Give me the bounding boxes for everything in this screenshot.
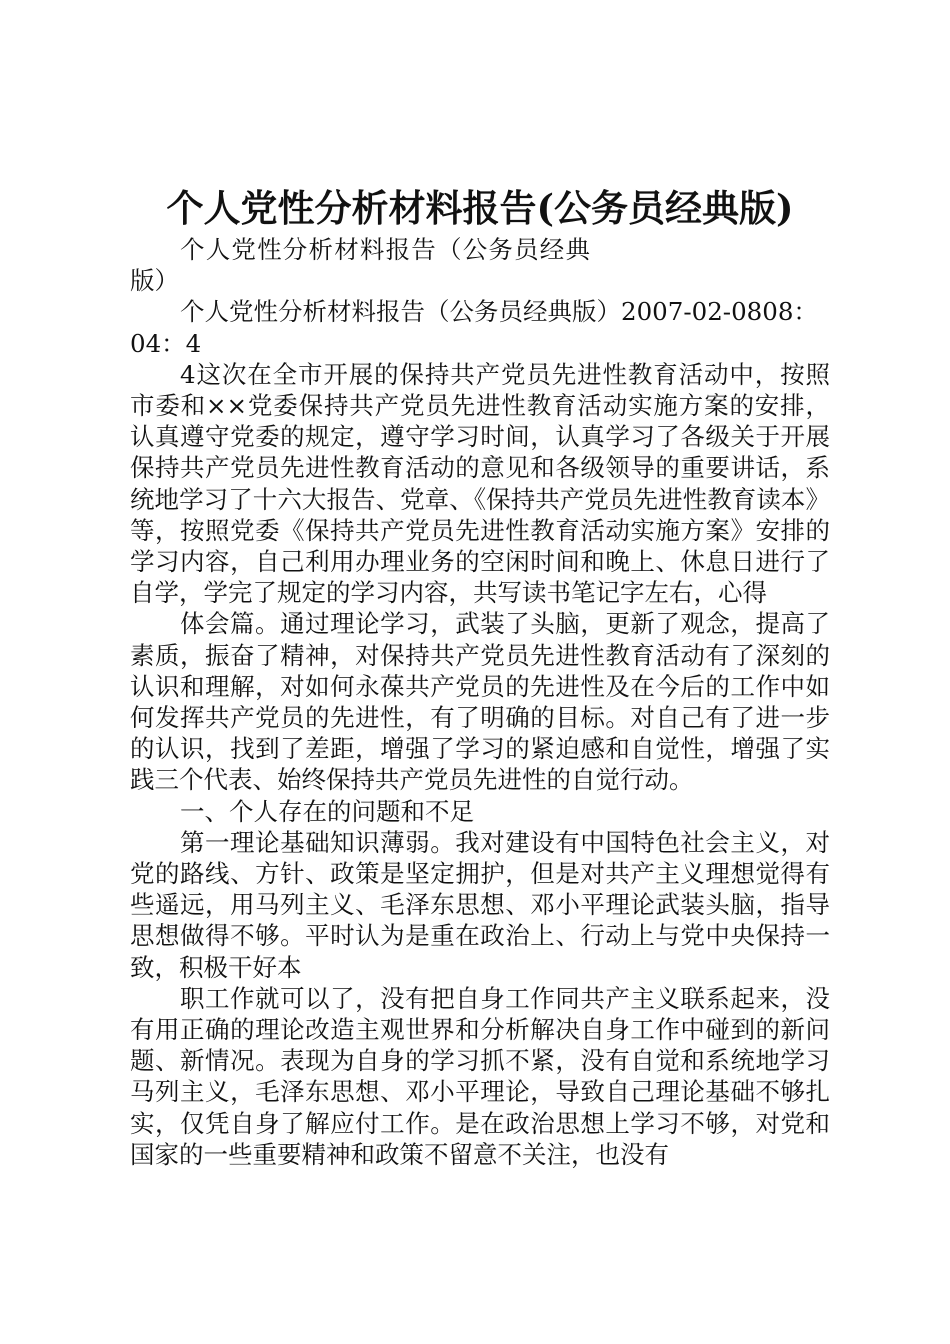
document-title: 个人党性分析材料报告(公务员经典版) [166, 186, 794, 230]
header-info-paragraph: 个人党性分析材料报告（公务员经典版）2007-02-0808：04：4 [130, 297, 818, 358]
body-paragraph: 4这次在全市开展的保持共产党员先进性教育活动中，按照市委和××党委保持共产党员先进性教育活动实施方案的安排，认真遵守党委的规定，遵守学习时间，认真学习了各级关于开展保持共产党员先进性教育活动的意见和各级领导的重要讲话，系统地学习了十六大报告、党章、《保持共产党员先进性教育读本》等，按照党委《保持共产党员先进性教育活动实施方案》安排的学习内容，自己利用办理业务的空闲时间和晚上、休息日进行了自学，学完了规定的学习内容，共写读书笔记字左右，心得 [130, 359, 830, 608]
section-heading: 一、个人存在的问题和不足 [180, 796, 474, 826]
body-paragraph: 职工作就可以了，没有把自身工作同共产主义联系起来，没有用正确的理论改造主观世界和分析解决自身工作中碰到的新问题、新情况。表现为自身的学习抓不紧，没有自觉和系统地学习马列主义，毛泽东思想、邓小平理论，导致自己理论基础不够扎实，仅凭自身了解应付工作。是在政治思想上学习不够，对党和国家的一些重要精神和政策不留意不关注，也没有 [130, 983, 830, 1169]
document-body [130, 234, 830, 1170]
body-paragraph: 体会篇。通过理论学习，武装了头脑，更新了观念，提高了素质，振奋了精神，对保持共产党员先进性教育活动有了深刻的认识和理解，对如何永葆共产党员的先进性及在今后的工作中如何发挥共产党员的先进性，有了明确的目标。对自己有了进一步的认识，找到了差距，增强了学习的紧迫感和自觉性，增强了实践三个代表、始终保持共产党员先进性的自觉行动。 [130, 609, 830, 795]
subtitle-paragraph: 个人党性分析材料报告（公务员经典版） [130, 235, 590, 296]
body-paragraph: 第一理论基础知识薄弱。我对建设有中国特色社会主义，对党的路线、方针、政策是坚定拥护，但是对共产主义理想觉得有些遥远，用马列主义、毛泽东思想、邓小平理论武装头脑，指导思想做得不够。平时认为是重在政治上、行动上与党中央保持一致，积极干好本 [130, 827, 830, 982]
